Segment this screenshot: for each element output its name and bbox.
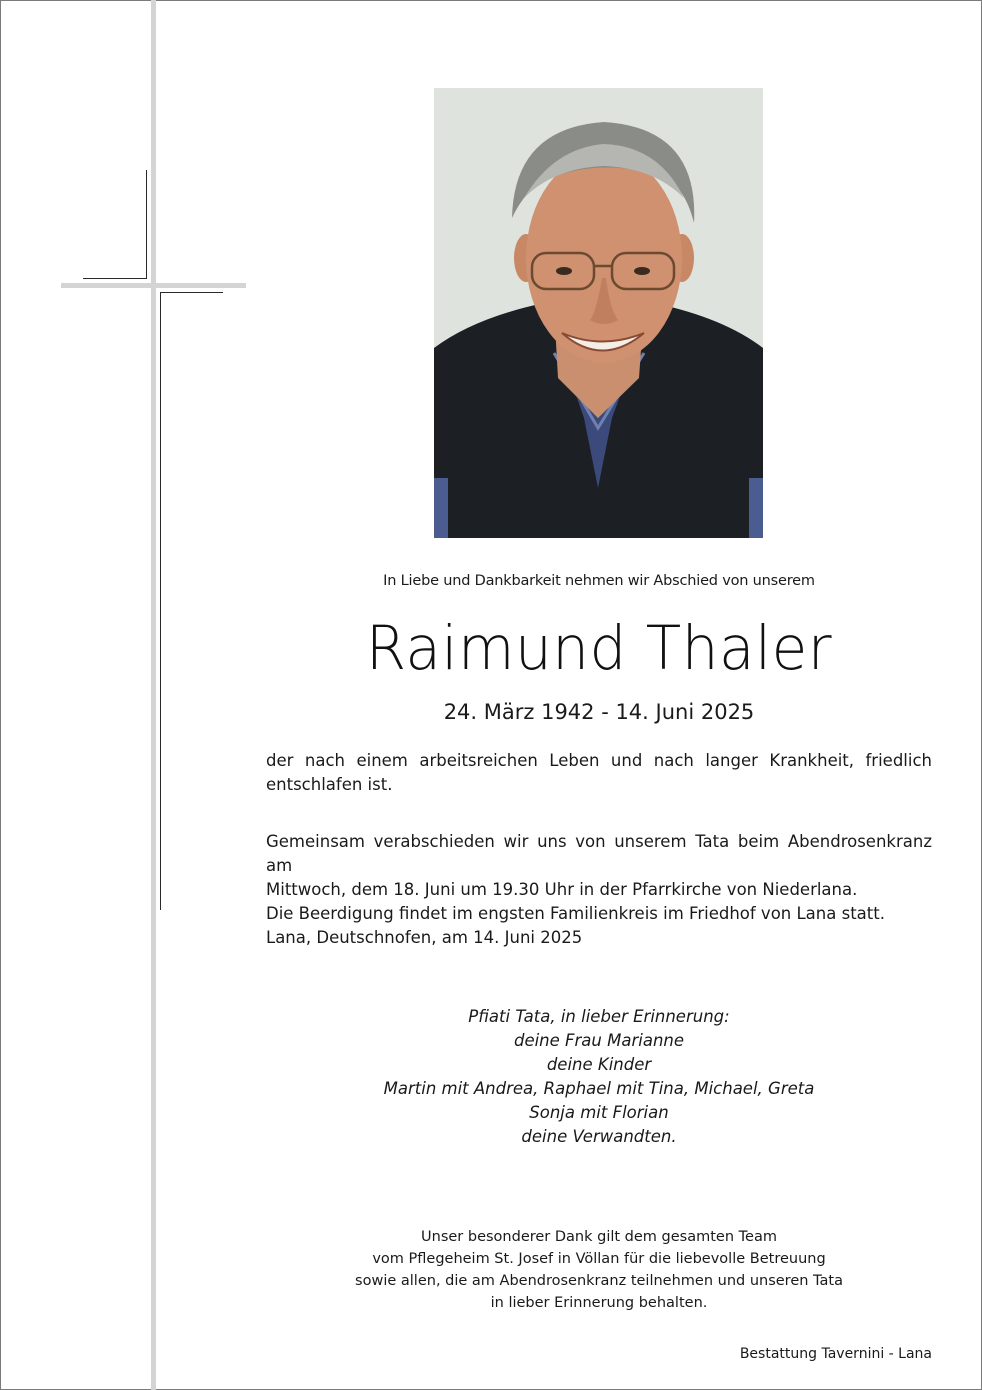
thanks-line: vom Pflegeheim St. Josef in Völlan für die liebevolle Betreuung	[372, 1251, 826, 1267]
thanks-line: Unser besonderer Dank gilt dem gesamten Team	[421, 1229, 777, 1245]
mourners-line: Sonja mit Florian	[529, 1103, 669, 1122]
mourners-line: deine Frau Marianne	[513, 1031, 685, 1050]
portrait-photo	[434, 88, 763, 538]
cross-horizontal-bar	[61, 283, 246, 288]
mourners-line: deine Verwandten.	[521, 1127, 677, 1146]
thanks-note	[266, 1226, 932, 1314]
mourners-line: Pfiati Tata, in lieber Erinnerung:	[468, 1007, 730, 1026]
thanks-line: in lieber Erinnerung behalten.	[490, 1295, 708, 1311]
service-info	[266, 830, 932, 926]
cross-accent-line	[160, 292, 223, 293]
cross-vertical-bar	[151, 0, 156, 1390]
thanks-line: sowie allen, die am Abendrosenkranz teilnehmen und unseren Tata	[355, 1273, 843, 1289]
service-info-line: Gemeinsam verabschieden wir uns von unserem Tata beim Abendrosenkranz am	[266, 832, 932, 875]
service-info-line: Die Beerdigung findet im engsten Familienkreis im Friedhof von Lana statt.	[266, 904, 885, 923]
intro-text: In Liebe und Dankbarkeit nehmen wir Abschied von unserem	[383, 573, 815, 589]
cross-accent-line	[160, 292, 161, 910]
mourners-line: deine Kinder	[546, 1055, 652, 1074]
death-statement: der nach einem arbeitsreichen Leben und nach langer Krankheit, friedlich entschlafen ist.	[266, 751, 932, 794]
mourners-list	[266, 1005, 932, 1149]
life-dates: 24. März 1942 - 14. Juni 2025	[443, 700, 755, 724]
undertaker-credit: Bestattung Tavernini - Lana	[739, 1346, 932, 1362]
place-date: Lana, Deutschnofen, am 14. Juni 2025	[266, 928, 583, 947]
mourners-line: Martin mit Andrea, Raphael mit Tina, Michael, Greta	[383, 1079, 815, 1098]
service-info-line: Mittwoch, dem 18. Juni um 19.30 Uhr in der Pfarrkirche von Niederlana.	[266, 880, 858, 899]
cross-accent-line	[146, 170, 147, 278]
cross-accent-line	[83, 278, 147, 279]
deceased-name: Raimund Thaler	[365, 612, 833, 684]
